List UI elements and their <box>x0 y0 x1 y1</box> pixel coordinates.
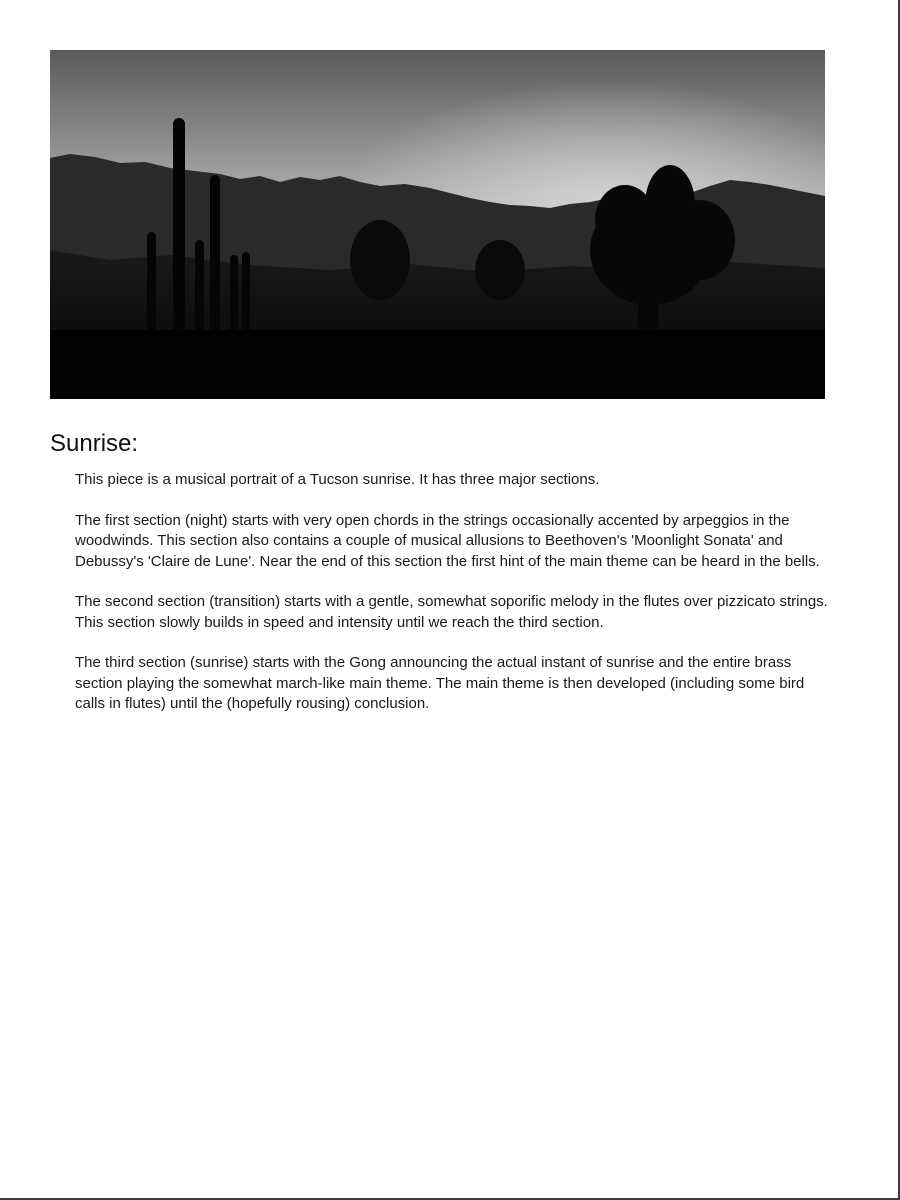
page-title: Sunrise: <box>50 430 139 457</box>
paragraph-intro: This piece is a musical portrait of a Tucson sunrise. It has three major sections. <box>75 471 600 488</box>
paragraph-first-section: The first section (night) starts with very open chords in the strings occasionally accented by arpeggios in the woodwinds. This section also contains a couple of musical allusions to Beethoven's 'Moonlight Sonata' and Debussy's 'Claire de Lune'. Near the end of this section the first hint of the main theme can be heard in the bells. <box>75 511 820 570</box>
paragraph-third-section: The third section (sunrise) starts with the Gong announcing the actual instant of sunrise and the entire brass section playing the somewhat march-like main theme. The main theme is then developed (including some bird calls in flutes) until the (hopefully rousing) conclusion. <box>75 654 805 712</box>
sunrise-landscape-image <box>50 50 825 399</box>
hero-photo <box>50 50 825 399</box>
paragraph-second-section: The second section (transition) starts with a gentle, somewhat soporific melody in the flutes over pizzicato strings. This section slowly builds in speed and intensity until we reach the third section. <box>75 593 828 631</box>
description-body <box>75 470 835 735</box>
